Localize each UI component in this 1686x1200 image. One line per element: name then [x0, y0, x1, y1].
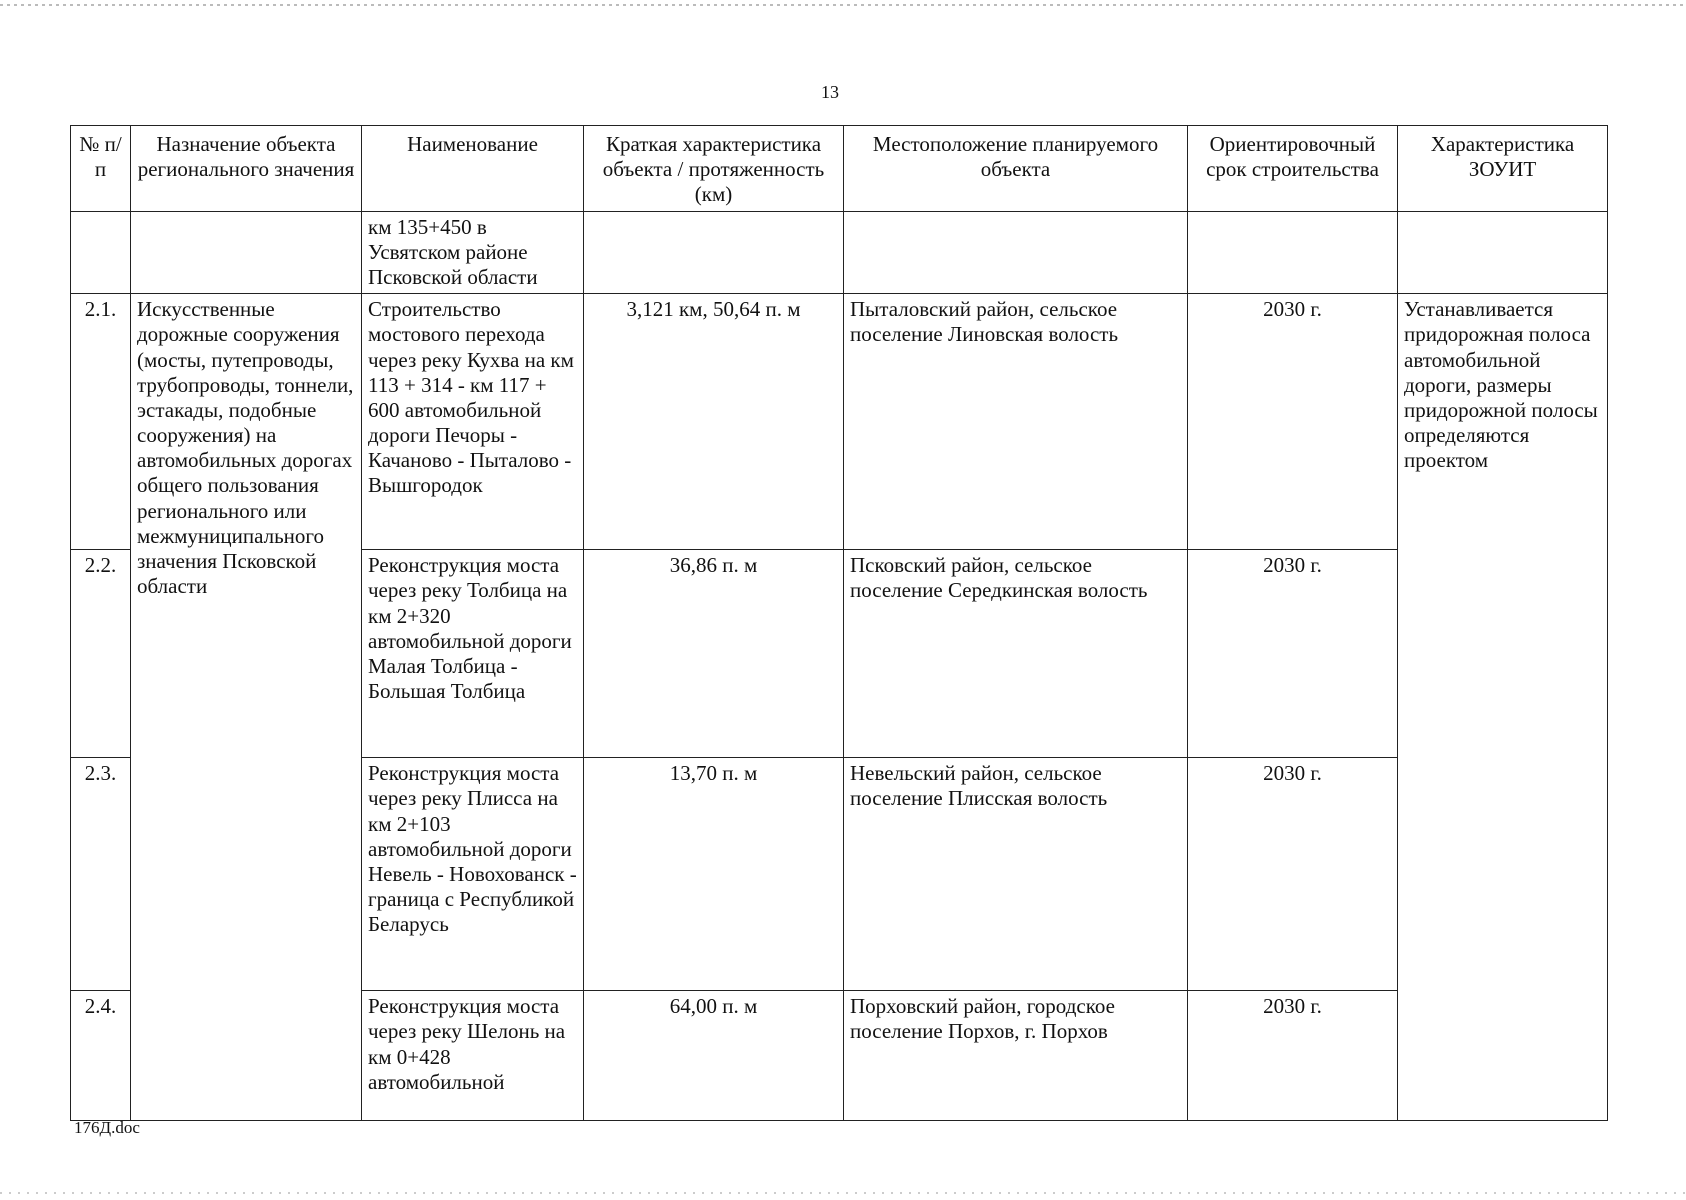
header-row: [71, 126, 1608, 212]
cell-term: 2030 г.: [1188, 758, 1398, 991]
cell-characteristic: 13,70 п. м: [584, 758, 844, 991]
header-characteristic: Краткая характеристика объекта / протяженность (км): [584, 126, 844, 212]
cell-num: [71, 211, 131, 294]
cell-num: 2.2.: [71, 550, 131, 758]
cell-location: Порховский район, городское поселение Порхов, г. Порхов: [844, 991, 1188, 1121]
cell-num: 2.3.: [71, 758, 131, 991]
cell-location: Невельский район, сельское поселение Плисская волость: [844, 758, 1188, 991]
header-purpose: Назначение объекта регионального значения: [131, 126, 362, 212]
cell-name: км 135+450 в Усвятском районе Псковской области: [362, 211, 584, 294]
cell-term: [1188, 211, 1398, 294]
page-number: 13: [821, 82, 839, 102]
cell-location: [844, 211, 1188, 294]
header-location: Местоположение планируемого объекта: [844, 126, 1188, 212]
cell-name: Строительство мостового перехода через реку Кухва на км 113 + 314 - км 117 + 600 автомобильной дороги Печоры - Качаново - Пыталово - Вышгородок: [362, 294, 584, 550]
scan-artifact-bottom: [0, 1192, 1686, 1194]
header-name: Наименование: [362, 126, 584, 212]
cell-num: 2.1.: [71, 294, 131, 550]
cell-characteristic: 3,121 км, 50,64 п. м: [584, 294, 844, 550]
scan-artifact-top: [0, 4, 1686, 6]
cell-characteristic: [584, 211, 844, 294]
cell-characteristic: 64,00 п. м: [584, 991, 844, 1121]
cell-name: Реконструкция моста через реку Толбица на км 2+320 автомобильной дороги Малая Толбица - Большая Толбица: [362, 550, 584, 758]
cell-name: Реконструкция моста через реку Плисса на км 2+103 автомобильной дороги Невель - Новохованск - граница с Республикой Беларусь: [362, 758, 584, 991]
cell-term: 2030 г.: [1188, 550, 1398, 758]
cell-term: 2030 г.: [1188, 991, 1398, 1121]
cell-zouit-group: Устанавливается придорожная полоса автомобильной дороги, размеры придорожной полосы определяются проектом: [1398, 294, 1608, 1121]
cell-characteristic: 36,86 п. м: [584, 550, 844, 758]
objects-table: [70, 125, 1608, 1121]
cell-zouit: [1398, 211, 1608, 294]
cell-term: 2030 г.: [1188, 294, 1398, 550]
cell-num: 2.4.: [71, 991, 131, 1121]
table-row-continuation: [71, 211, 1608, 294]
header-term: Ориентировочный срок строительства: [1188, 126, 1398, 212]
cell-purpose-group: Искусственные дорожные сооружения (мосты, путепроводы, трубопроводы, тоннели, эстакады, подобные сооружения) на автомобильных дорогах общего пользования регионального или межмуниципального значения Псковской области: [131, 294, 362, 1121]
table-row: [71, 294, 1608, 550]
cell-location: Псковский район, сельское поселение Середкинская волость: [844, 550, 1188, 758]
header-num: № п/п: [71, 126, 131, 212]
cell-purpose: [131, 211, 362, 294]
cell-location: Пыталовский район, сельское поселение Линовская волость: [844, 294, 1188, 550]
header-zouit: Характеристика ЗОУИТ: [1398, 126, 1608, 212]
cell-name: Реконструкция моста через реку Шелонь на км 0+428 автомобильной: [362, 991, 584, 1121]
footer-filename: 176Д.doc: [74, 1118, 140, 1137]
